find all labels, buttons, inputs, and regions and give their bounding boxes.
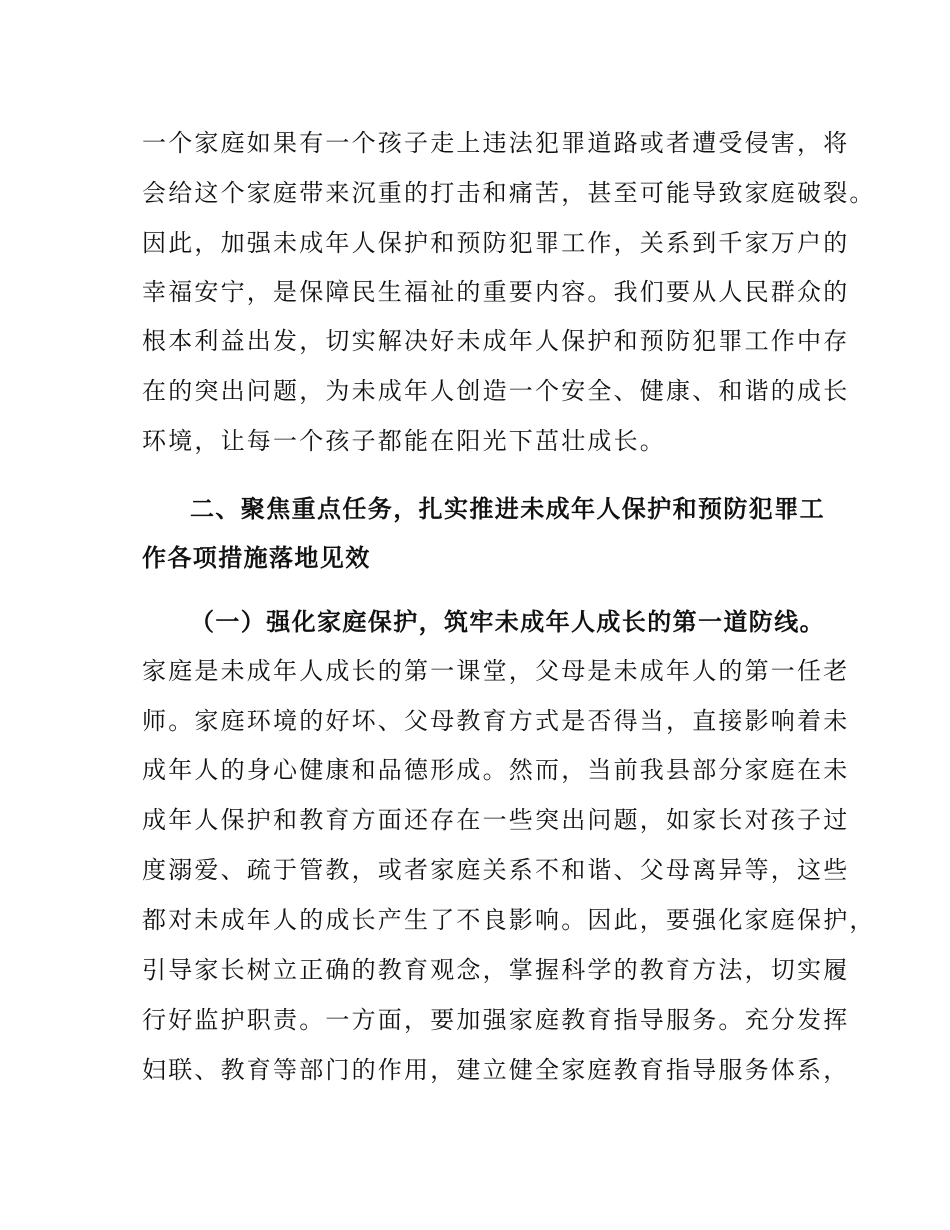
body-text-line: 一个家庭如果有一个孩子走上违法犯罪道路或者遭受侵害，将 xyxy=(142,129,850,157)
body-text-line: 师。家庭环境的好坏、父母教育方式是否得当，直接影响着未 xyxy=(142,707,850,735)
body-text-line: 行好监护职责。一方面，要加强家庭教育指导服务。充分发挥 xyxy=(142,1006,850,1034)
body-text-line: 在的突出问题，为未成年人创造一个安全、健康、和谐的成长 xyxy=(142,377,850,405)
subsection-heading: （一）强化家庭保护，筑牢未成年人成长的第一道防线。 xyxy=(190,608,825,636)
section-heading-continued: 作各项措施落地见效 xyxy=(142,544,371,572)
body-text-line: 环境，让每一个孩子都能在阳光下茁壮成长。 xyxy=(142,427,666,455)
body-text-line: 成年人的身心健康和品德形成。然而，当前我县部分家庭在未 xyxy=(142,756,850,784)
body-text-line: 根本利益出发，切实解决好未成年人保护和预防犯罪工作中存 xyxy=(142,327,850,355)
body-text-line: 引导家长树立正确的教育观念，掌握科学的教育方法，切实履 xyxy=(142,956,850,984)
body-text-line: 因此，加强未成年人保护和预防犯罪工作，关系到千家万户的 xyxy=(142,229,850,257)
body-text-line: 度溺爱、疏于管教，或者家庭关系不和谐、父母离异等，这些 xyxy=(142,856,850,884)
section-heading: 二、聚焦重点任务，扎实推进未成年人保护和预防犯罪工 xyxy=(190,495,825,523)
body-text-line: 幸福安宁，是保障民生福祉的重要内容。我们要从人民群众的 xyxy=(142,278,850,306)
body-text-line: 会给这个家庭带来沉重的打击和痛苦，甚至可能导致家庭破裂。 xyxy=(142,179,876,207)
body-text-line: 都对未成年人的成长产生了不良影响。因此，要强化家庭保护， xyxy=(142,906,876,934)
body-text-line: 妇联、教育等部门的作用，建立健全家庭教育指导服务体系， xyxy=(142,1056,850,1084)
body-text-line: 家庭是未成年人成长的第一课堂，父母是未成年人的第一任老 xyxy=(142,657,850,685)
body-text-line: 成年人保护和教育方面还存在一些突出问题，如家长对孩子过 xyxy=(142,806,850,834)
